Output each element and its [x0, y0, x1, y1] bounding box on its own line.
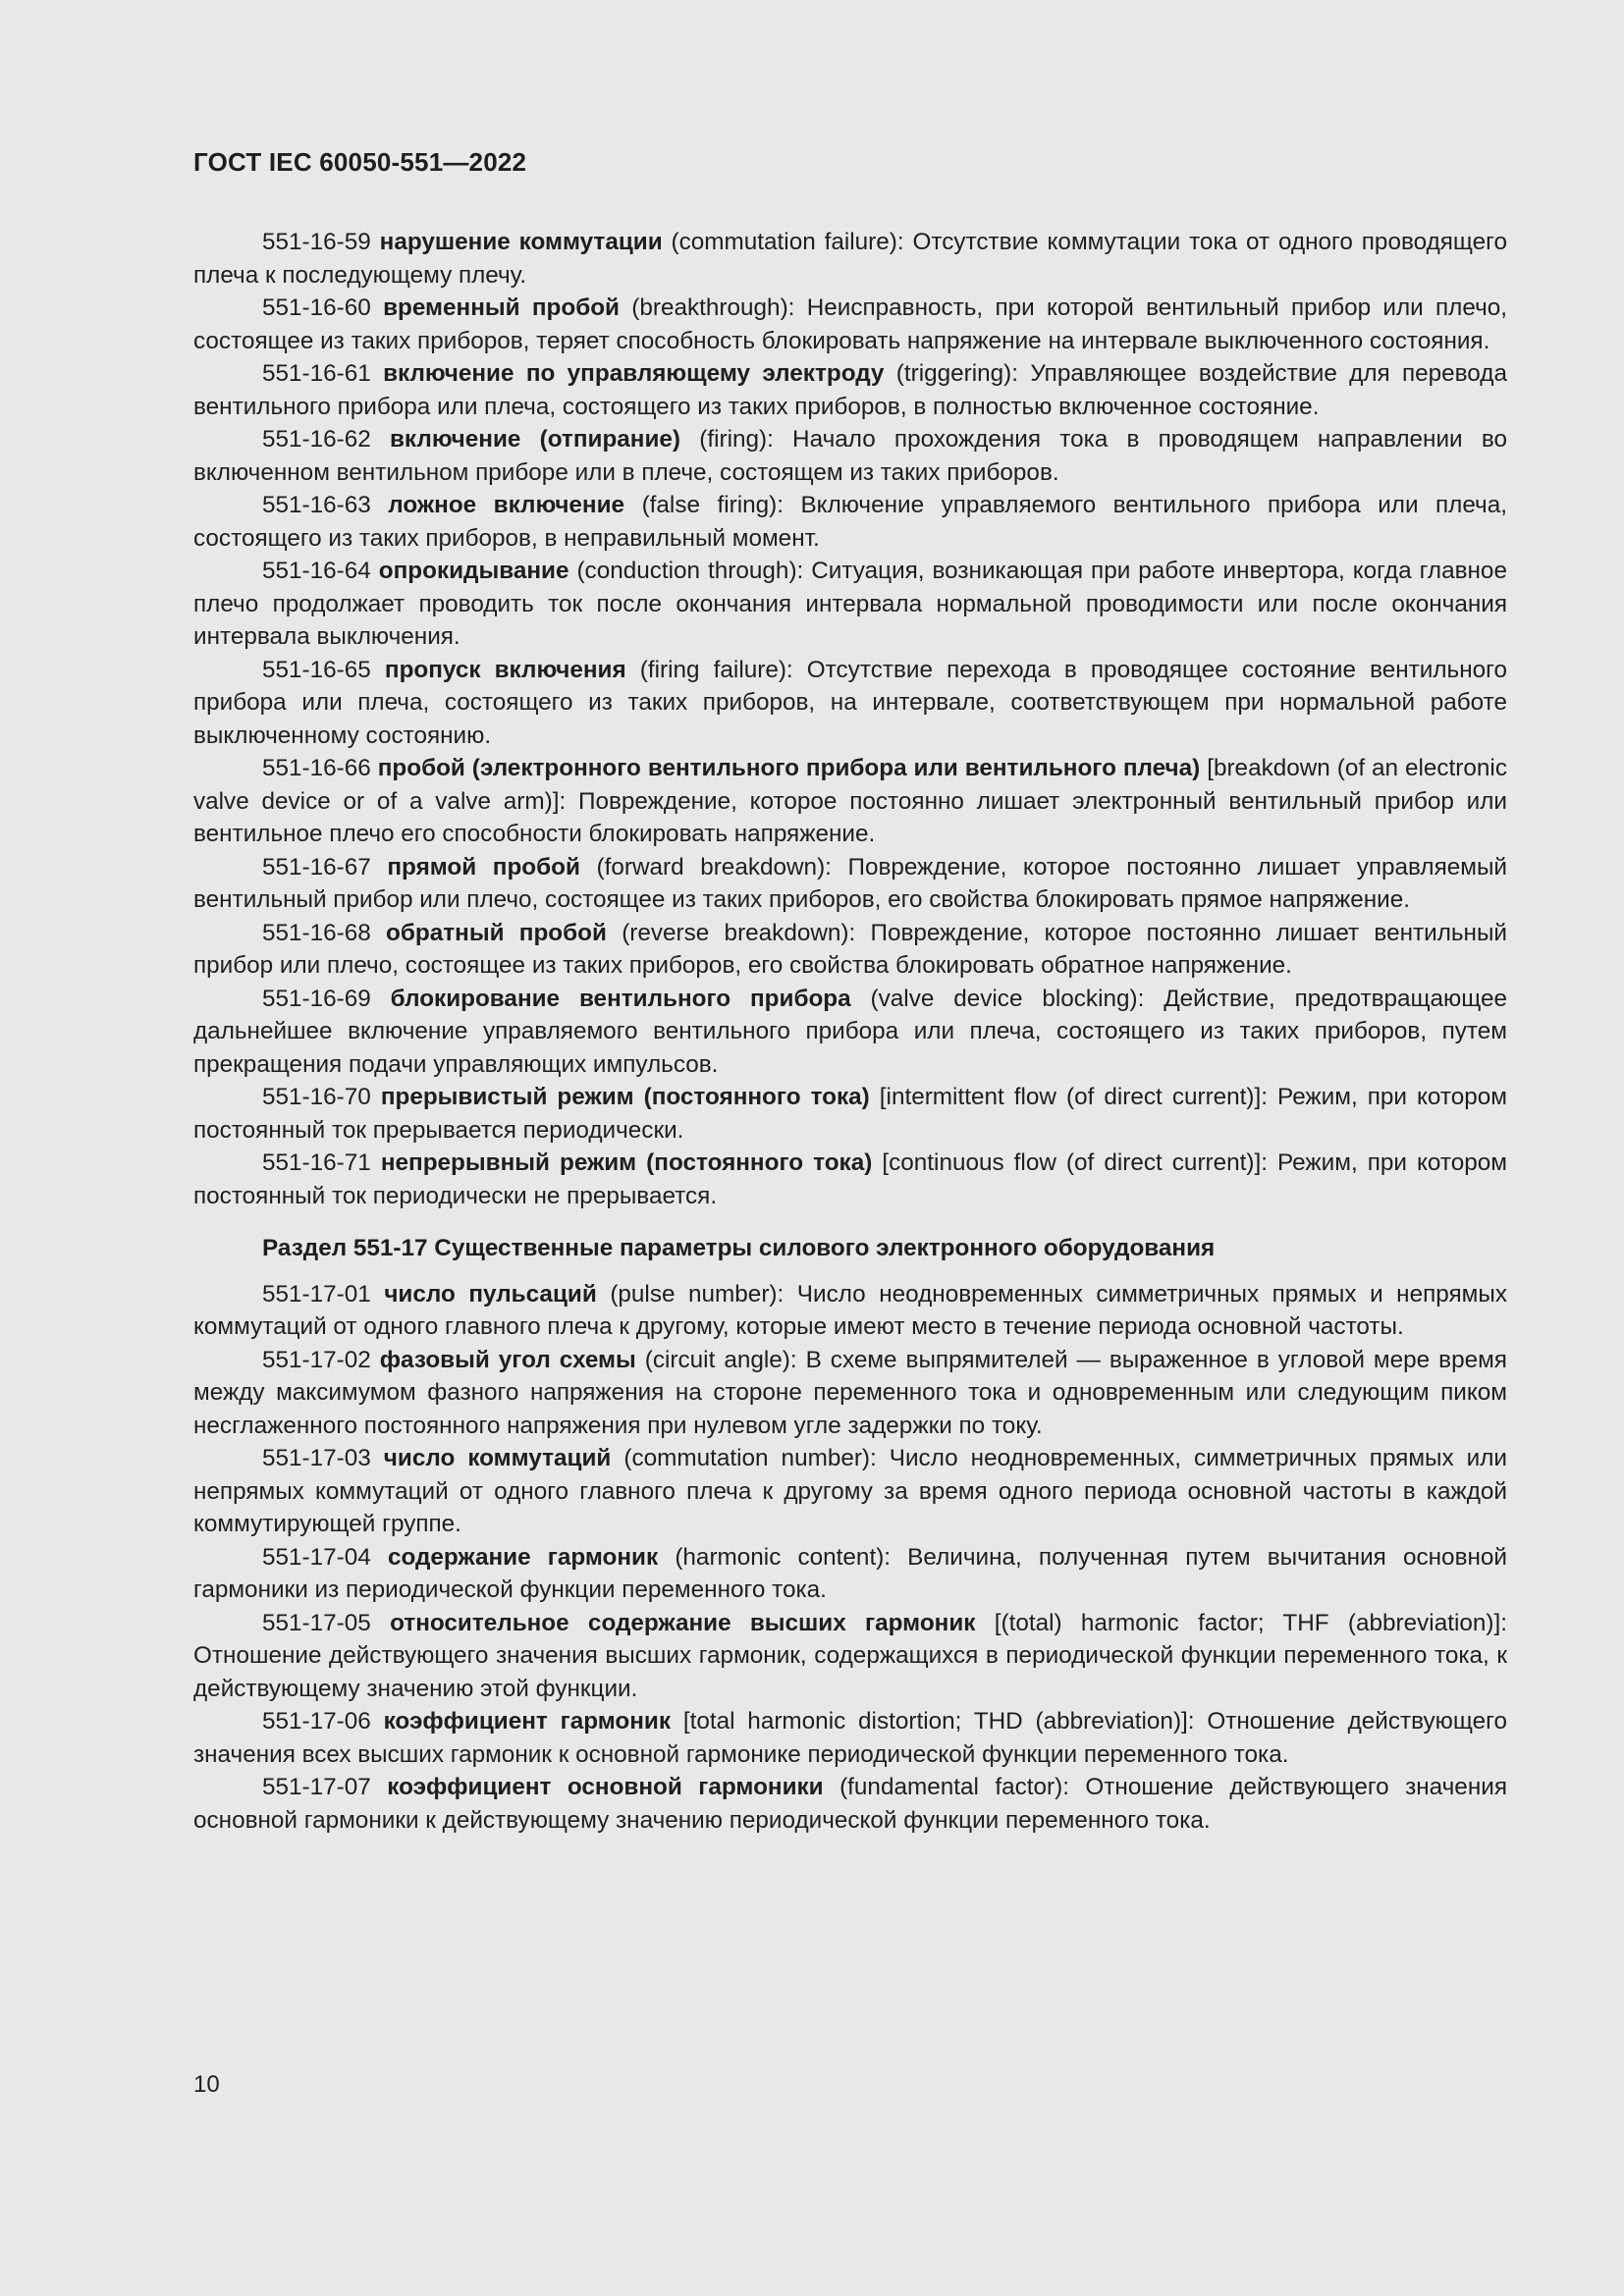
term-name: прямой пробой [387, 853, 580, 881]
term-code: 551-16-70 [262, 1084, 371, 1110]
term-entry [193, 555, 1507, 654]
term-definition: (commutation failure): Отсутствие коммутации тока от одного проводящего плеча к последующему плечу. [193, 229, 1507, 289]
term-definition: (conduction through): Ситуация, возникающая при работе инвертора, когда главное плечо продолжает проводить ток после окончания интервала нормальной проводимости или после окончания интервала выключения. [193, 558, 1507, 650]
term-code: 551-17-02 [262, 1346, 371, 1373]
term-name: число пульсаций [384, 1280, 597, 1308]
term-name: число коммутаций [383, 1445, 612, 1471]
term-entry [193, 226, 1507, 292]
term-entry [193, 1344, 1507, 1443]
term-code: 551-16-60 [262, 294, 371, 321]
term-definition: (valve device blocking): Действие, предотвращающее дальнейшее включение управляемого вентильного прибора или плеча, состоящего из таких приборов, путем прекращения подачи управляющих импульсов. [193, 985, 1507, 1078]
term-name: включение (отпирание) [390, 426, 681, 453]
term-entry [193, 1081, 1507, 1147]
document-header: ГОСТ IEC 60050-551—2022 [193, 147, 527, 177]
term-definition: (forward breakdown): Повреждение, которое постоянно лишает управляемый вентильный прибор или плечо, состоящее из таких приборов, его свойства блокировать прямое напряжение. [193, 853, 1507, 913]
term-code: 551-16-64 [262, 558, 371, 584]
term-code: 551-16-66 [262, 755, 371, 781]
term-name: включение по управляющему электроду [383, 360, 885, 387]
term-code: 551-17-06 [262, 1708, 371, 1735]
term-code: 551-17-05 [262, 1609, 371, 1636]
term-definition: [continuous flow (of direct current)]: Режим, при котором постоянный ток периодически не прерывается. [193, 1149, 1507, 1209]
term-code: 551-17-03 [262, 1445, 371, 1471]
term-code: 551-16-69 [262, 985, 371, 1012]
term-definition: (commutation number): Число неодновременных, симметричных прямых или непрямых коммутаций от одного главного плеча к другому за время одного периода основной частоты в каждой коммутирующей группе. [193, 1445, 1507, 1537]
term-entry [193, 1607, 1507, 1706]
term-name: содержание гармоник [387, 1543, 659, 1571]
term-entry [193, 983, 1507, 1082]
term-name: коэффициент основной гармоники [387, 1774, 824, 1800]
term-definition: (reverse breakdown): Повреждение, которое постоянно лишает вентильный прибор или плечо, состоящее из таких приборов, его свойства блокировать обратное напряжение. [193, 919, 1507, 979]
term-definition: (fundamental factor): Отношение действующего значения основной гармоники к действующему значению периодической функции переменного тока. [193, 1774, 1507, 1834]
term-entry [193, 423, 1507, 489]
term-code: 551-17-07 [262, 1774, 371, 1800]
term-name: относительное содержание высших гармоник [390, 1609, 976, 1636]
term-entry [193, 1147, 1507, 1212]
term-code: 551-17-01 [262, 1280, 371, 1308]
term-definition: (triggering): Управляющее воздействие для перевода вентильного прибора или плеча, состоящего из таких приборов, в полностью включенное состояние. [193, 360, 1507, 420]
term-code: 551-16-59 [262, 229, 371, 255]
section-title: Раздел 551-17 Существенные параметры силового электронного оборудования [262, 1235, 1216, 1261]
term-definition: (false firing): Включение управляемого вентильного прибора или плеча, состоящего из таких приборов, в неправильный момент. [193, 492, 1507, 552]
document-body [193, 226, 1507, 1837]
term-definition: [total harmonic distortion; THD (abbreviation)]: Отношение действующего значения всех высших гармоник к основной гармонике периодической функции переменного тока. [193, 1708, 1507, 1768]
term-name: обратный пробой [386, 919, 607, 946]
term-code: 551-16-67 [262, 853, 371, 881]
term-code: 551-16-65 [262, 656, 371, 683]
term-name: коэффициент гармоник [383, 1708, 672, 1735]
term-definition: [(total) harmonic factor; THF (abbreviation)]: Отношение действующего значения высших гармоник, содержащихся в периодической функции переменного тока, к действующему значению этой функции. [193, 1609, 1507, 1702]
term-entry [193, 357, 1507, 423]
term-definition: (firing failure): Отсутствие перехода в проводящее состояние вентильного прибора или плеча, состоящего из таких приборов, на интервале, соответствующем при нормальной работе выключенному состоянию. [193, 656, 1507, 749]
term-definition: (breakthrough): Неисправность, при которой вентильный прибор или плечо, состоящее из таких приборов, теряет способность блокировать напряжение на интервале выключенного состояния. [193, 294, 1507, 354]
page-number: 10 [193, 2071, 220, 2098]
term-name: нарушение коммутации [379, 229, 663, 255]
term-entry [193, 1705, 1507, 1771]
term-definition: (pulse number): Число неодновременных симметричных прямых и непрямых коммутаций от одного главного плеча к другому, которые имеют место в течение периода основной частоты. [193, 1280, 1507, 1340]
term-code: 551-16-63 [262, 492, 371, 518]
term-code: 551-16-62 [262, 426, 371, 453]
term-entry [193, 489, 1507, 555]
term-name: фазовый угол схемы [379, 1346, 636, 1373]
term-entry [193, 1541, 1507, 1607]
entries-section-17 [193, 1278, 1507, 1838]
term-name: ложное включение [388, 492, 625, 518]
term-entry [193, 851, 1507, 917]
term-entry [193, 752, 1507, 851]
term-code: 551-16-71 [262, 1149, 371, 1176]
term-entry [193, 1442, 1507, 1541]
term-entry [193, 1771, 1507, 1837]
term-definition: (circuit angle): В схеме выпрямителей — выраженное в угловой мере время между максимумом фазного напряжения на стороне переменного тока и одновременным или следующим пиком несглаженного постоянного напряжения при нулевом угле задержки по току. [193, 1346, 1507, 1439]
term-code: 551-16-61 [262, 360, 371, 387]
term-name: опрокидывание [378, 558, 569, 584]
term-definition: [intermittent flow (of direct current)]: Режим, при котором постоянный ток прерывается периодически. [193, 1084, 1507, 1144]
term-definition: (harmonic content): Величина, полученная путем вычитания основной гармоники из периодической функции переменного тока. [193, 1543, 1507, 1603]
term-code: 551-16-68 [262, 919, 371, 946]
term-entry [193, 654, 1507, 753]
term-name: пробой (электронного вентильного прибора или вентильного плеча) [377, 755, 1201, 781]
term-definition: [breakdown (of an electronic valve device or of a valve arm)]: Повреждение, которое постоянно лишает электронный вентильный прибор или вентильное плечо его способности блокировать напряжение. [193, 755, 1507, 847]
term-name: временный пробой [383, 294, 620, 321]
term-definition: (firing): Начало прохождения тока в проводящем направлении во включенном вентильном приборе или в плече, состоящем из таких приборов. [193, 426, 1507, 486]
term-code: 551-17-04 [262, 1543, 371, 1571]
term-name: блокирование вентильного прибора [390, 985, 851, 1012]
term-entry [193, 1278, 1507, 1344]
entries-section-16 [193, 226, 1507, 1212]
term-name: непрерывный режим (постоянного тока) [380, 1149, 873, 1176]
term-name: пропуск включения [384, 656, 626, 683]
term-name: прерывистый режим (постоянного тока) [380, 1084, 870, 1110]
term-entry [193, 917, 1507, 983]
term-entry [193, 292, 1507, 357]
